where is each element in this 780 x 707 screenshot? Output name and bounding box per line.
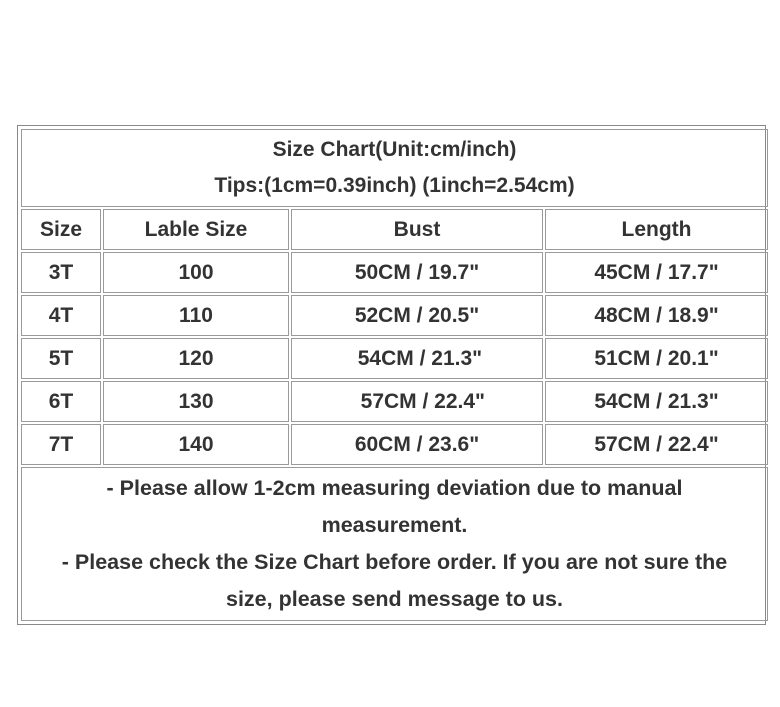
bust-cell: 60CM / 23.6"	[291, 424, 543, 465]
table-header-cell	[21, 129, 768, 207]
length-cell: 51CM / 20.1"	[545, 338, 768, 379]
lable-size-cell: 110	[103, 295, 289, 336]
column-header-size: Size	[21, 209, 101, 250]
lable-size-cell: 120	[103, 338, 289, 379]
bust-cell: 54CM / 21.3"	[291, 338, 543, 379]
note-check-line-2: size, please send message to us.	[226, 587, 563, 611]
length-cell: 45CM / 17.7"	[545, 252, 768, 293]
notes-cell	[21, 467, 768, 621]
lable-size-cell: 130	[103, 381, 289, 422]
table-row	[21, 295, 768, 336]
size-cell: 3T	[21, 252, 101, 293]
column-header-bust: Bust	[291, 209, 543, 250]
length-cell: 54CM / 21.3"	[545, 381, 768, 422]
column-header-length: Length	[545, 209, 768, 250]
conversion-tips: Tips:(1cm=0.39inch) (1inch=2.54cm)	[214, 174, 575, 197]
bust-cell: 50CM / 19.7"	[291, 252, 543, 293]
lable-size-cell: 140	[103, 424, 289, 465]
column-header-row	[21, 209, 768, 250]
size-cell: 5T	[21, 338, 101, 379]
table-row	[21, 338, 768, 379]
table-row	[21, 424, 768, 465]
note-deviation-line-1: - Please allow 1-2cm measuring deviation due to manual	[106, 476, 683, 500]
length-cell: 57CM / 22.4"	[545, 424, 768, 465]
note-deviation-line-2: measurement.	[321, 513, 468, 537]
column-header-lable-size: Lable Size	[103, 209, 289, 250]
table-title-row	[21, 129, 768, 207]
chart-title: Size Chart(Unit:cm/inch)	[272, 138, 517, 161]
bust-cell: 52CM / 20.5"	[291, 295, 543, 336]
size-cell: 7T	[21, 424, 101, 465]
table-row	[21, 252, 768, 293]
lable-size-cell: 100	[103, 252, 289, 293]
bust-cell: 57CM / 22.4"	[291, 381, 543, 422]
size-chart	[17, 125, 766, 625]
note-check-line-1: - Please check the Size Chart before order. If you are not sure the	[61, 550, 728, 574]
size-cell: 6T	[21, 381, 101, 422]
table-row	[21, 381, 768, 422]
length-cell: 48CM / 18.9"	[545, 295, 768, 336]
size-table	[19, 127, 770, 623]
notes-row	[21, 467, 768, 621]
size-cell: 4T	[21, 295, 101, 336]
